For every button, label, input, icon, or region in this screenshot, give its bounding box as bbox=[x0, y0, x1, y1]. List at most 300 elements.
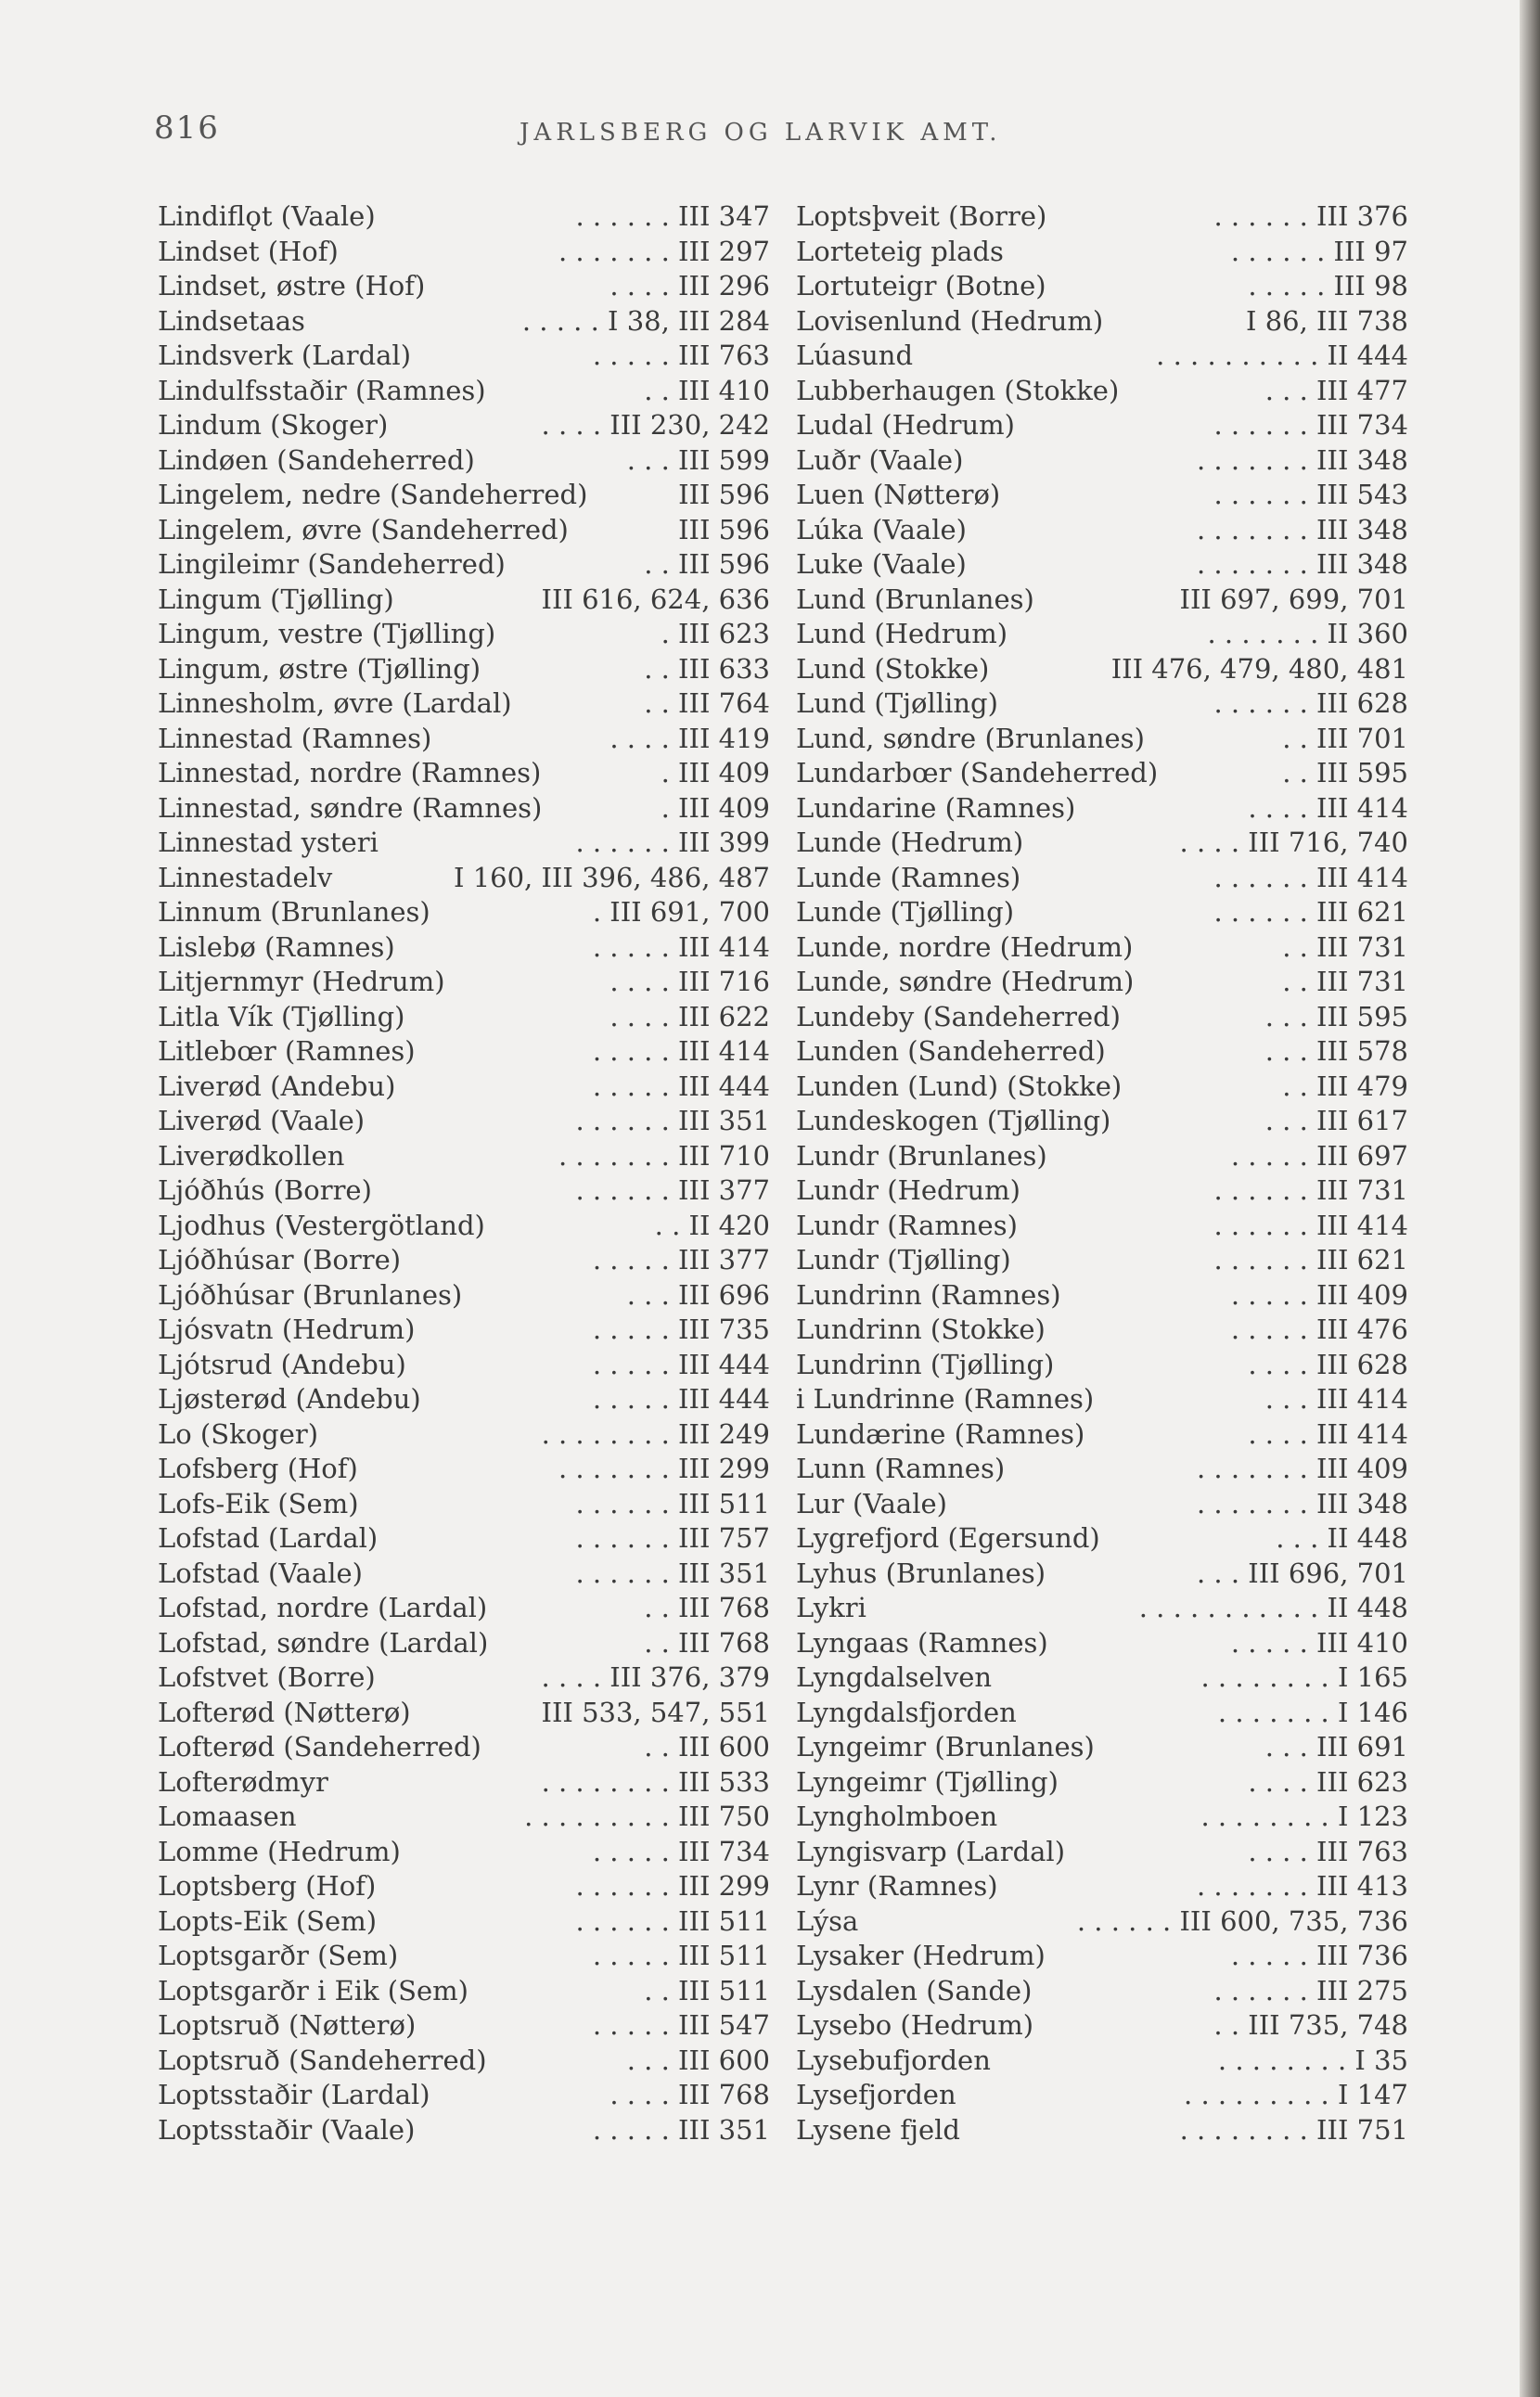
page-edge bbox=[1520, 0, 1540, 2397]
entry-name: Lyngisvarp (Lardal) bbox=[796, 1835, 1066, 1867]
entry-reference: . . . . . . III 543 bbox=[1213, 479, 1408, 510]
index-entry bbox=[796, 1417, 1408, 1453]
entry-reference: . . . III 600 bbox=[626, 2044, 770, 2076]
entry-name: Litjernmyr (Hedrum) bbox=[158, 966, 445, 997]
index-entry bbox=[796, 235, 1408, 270]
index-entry bbox=[796, 1626, 1408, 1661]
entry-reference: . . III 701 bbox=[1282, 722, 1408, 754]
index-entry bbox=[158, 1765, 770, 1801]
entry-reference: . . . III 477 bbox=[1264, 374, 1408, 406]
entry-reference: . . . . . . . III 348 bbox=[1197, 443, 1408, 476]
entry-reference: . . . III 696 bbox=[626, 1278, 770, 1311]
entry-reference: . . . . . . . . . I 147 bbox=[1184, 2079, 1408, 2110]
index-entry bbox=[158, 443, 770, 479]
entry-name: Ludal (Hedrum) bbox=[796, 409, 1015, 441]
entry-name: Lofstad (Vaale) bbox=[158, 1557, 363, 1589]
entry-name: Lunde, nordre (Hedrum) bbox=[796, 930, 1134, 963]
index-entry bbox=[158, 2044, 770, 2079]
index-entry bbox=[796, 1278, 1408, 1314]
index-entry bbox=[158, 1974, 770, 2009]
entry-name: Ljóðhúsar (Brunlanes) bbox=[158, 1278, 463, 1311]
entry-name: Lingelem, øvre (Sandeherred) bbox=[158, 513, 569, 545]
index-entry bbox=[796, 1557, 1408, 1592]
entry-name: Lopts-Eik (Sem) bbox=[158, 1904, 378, 1937]
index-entry bbox=[796, 583, 1408, 618]
index-entry bbox=[158, 1730, 770, 1765]
index-entry bbox=[796, 1696, 1408, 1731]
entry-name: Lindset (Hof) bbox=[158, 235, 339, 267]
index-entry bbox=[796, 930, 1408, 966]
entry-reference: . . . . . . . III 348 bbox=[1197, 1487, 1408, 1519]
entry-reference: . . . III 414 bbox=[1264, 1383, 1408, 1415]
index-entry bbox=[796, 1521, 1408, 1557]
entry-name: Loptsþveit (Borre) bbox=[796, 200, 1047, 232]
entry-name: Lúka (Vaale) bbox=[796, 513, 967, 545]
entry-reference: . . . . III 230, 242 bbox=[541, 409, 770, 441]
index-entry bbox=[796, 1313, 1408, 1348]
index-entry bbox=[158, 2113, 770, 2148]
index-entry bbox=[796, 1173, 1408, 1209]
entry-reference: . . . . . . III 351 bbox=[575, 1105, 770, 1136]
entry-reference: . . . . III 716 bbox=[610, 966, 770, 997]
entry-reference: III 616, 624, 636 bbox=[541, 583, 770, 615]
entry-name: Lunden (Lund) (Stokke) bbox=[796, 1070, 1123, 1102]
index-entry bbox=[796, 722, 1408, 757]
entry-reference: . . . . . III 444 bbox=[592, 1348, 770, 1380]
entry-name: Lofsberg (Hof) bbox=[158, 1453, 358, 1484]
entry-reference: . . III 410 bbox=[644, 374, 770, 406]
entry-reference: . III 691, 700 bbox=[592, 896, 770, 928]
index-entry bbox=[796, 1243, 1408, 1278]
entry-name: Litlebœr (Ramnes) bbox=[158, 1035, 416, 1067]
index-entry bbox=[796, 895, 1408, 930]
entry-reference: . . . . . III 734 bbox=[592, 1835, 770, 1867]
entry-name: Lunde (Hedrum) bbox=[796, 827, 1024, 858]
index-entry bbox=[158, 547, 770, 583]
entry-name: Lofstad, søndre (Lardal) bbox=[158, 1626, 489, 1659]
index-column-left bbox=[158, 199, 770, 2147]
page-number: 816 bbox=[154, 109, 220, 147]
entry-name: Lundrinn (Ramnes) bbox=[796, 1278, 1061, 1311]
entry-reference: . . . . . III 763 bbox=[592, 340, 770, 371]
entry-name: Lubberhaugen (Stokke) bbox=[796, 374, 1120, 406]
index-entry bbox=[158, 408, 770, 443]
entry-name: Linnestad, søndre (Ramnes) bbox=[158, 791, 543, 824]
entry-reference: . . . . . . III 731 bbox=[1213, 1174, 1408, 1206]
entry-name: Liverød (Vaale) bbox=[158, 1105, 366, 1136]
entry-reference: . . . III 578 bbox=[1264, 1035, 1408, 1067]
entry-reference: . . . . . . . . . . . II 448 bbox=[1138, 1592, 1408, 1623]
index-entry bbox=[796, 1070, 1408, 1105]
index-entry bbox=[158, 1626, 770, 1661]
entry-reference: . . . . . III 444 bbox=[592, 1383, 770, 1415]
entry-name: Ljóðhúsar (Borre) bbox=[158, 1244, 402, 1275]
entry-reference: . . . . . . . III 348 bbox=[1197, 548, 1408, 580]
entry-name: Linnestad, nordre (Ramnes) bbox=[158, 757, 542, 788]
index-entry bbox=[158, 374, 770, 409]
entry-name: Lyngdalsfjorden bbox=[796, 1696, 1017, 1728]
index-entry bbox=[158, 1139, 770, 1174]
entry-reference: . . III 596 bbox=[644, 548, 770, 580]
index-entry bbox=[158, 965, 770, 1000]
entry-name: Loptsruð (Nøtterø) bbox=[158, 2009, 417, 2041]
entry-reference: . . . . . . III 377 bbox=[575, 1174, 770, 1206]
entry-reference: . . . . . . . . I 123 bbox=[1200, 1801, 1408, 1832]
index-entry bbox=[796, 652, 1408, 687]
entry-name: Lyngdalselven bbox=[796, 1661, 993, 1693]
entry-name: Lúasund bbox=[796, 340, 914, 371]
entry-reference: . . III 735, 748 bbox=[1213, 2009, 1408, 2041]
index-entry bbox=[796, 791, 1408, 827]
entry-name: Ljósvatn (Hedrum) bbox=[158, 1314, 416, 1345]
index-entry bbox=[158, 1487, 770, 1522]
entry-reference: . . . . . . . III 297 bbox=[558, 235, 770, 267]
index-entry bbox=[158, 1869, 770, 1904]
index-entry bbox=[796, 1835, 1408, 1870]
entry-reference: III 697, 699, 701 bbox=[1179, 583, 1408, 615]
entry-reference: . . III 595 bbox=[1282, 757, 1408, 788]
index-entry bbox=[158, 1000, 770, 1035]
index-entry bbox=[796, 374, 1408, 409]
entry-name: Lygrefjord (Egersund) bbox=[796, 1522, 1100, 1554]
index-entry bbox=[796, 304, 1408, 340]
entry-name: Loptsruð (Sandeherred) bbox=[158, 2044, 487, 2076]
entry-reference: . . . . . III 736 bbox=[1230, 1940, 1408, 1971]
index-entry bbox=[796, 513, 1408, 548]
index-entry bbox=[158, 722, 770, 757]
entry-name: Lundeskogen (Tjølling) bbox=[796, 1105, 1111, 1136]
entry-reference: . . . . . . III 511 bbox=[575, 1487, 770, 1519]
index-entry bbox=[158, 1209, 770, 1244]
entry-reference: . . . . III 376, 379 bbox=[541, 1661, 770, 1693]
entry-name: Lindsverk (Lardal) bbox=[158, 340, 412, 371]
index-entry bbox=[158, 2008, 770, 2044]
index-entry bbox=[796, 408, 1408, 443]
entry-name: Lundr (Hedrum) bbox=[796, 1174, 1020, 1206]
index-entry bbox=[796, 1139, 1408, 1174]
entry-name: Lynr (Ramnes) bbox=[796, 1870, 998, 1902]
index-entry bbox=[158, 617, 770, 652]
entry-name: Liverødkollen bbox=[158, 1139, 345, 1172]
entry-reference: . . . . III 414 bbox=[1248, 791, 1408, 824]
index-entry bbox=[796, 965, 1408, 1000]
index-entry bbox=[158, 1313, 770, 1348]
entry-reference: . . . . . . . I 146 bbox=[1217, 1696, 1408, 1728]
entry-name: Lindum (Skoger) bbox=[158, 409, 389, 441]
index-entry bbox=[796, 1000, 1408, 1035]
index-entry bbox=[158, 513, 770, 548]
entry-reference: . . . . . . III 734 bbox=[1213, 409, 1408, 441]
entry-reference: . . . . . III 414 bbox=[592, 1035, 770, 1067]
entry-reference: . . . . III 768 bbox=[610, 2079, 770, 2110]
entry-name: Ljóðhús (Borre) bbox=[158, 1174, 372, 1206]
entry-reference: . . . III 691 bbox=[1264, 1731, 1408, 1762]
entry-name: Lundarbœr (Sandeherred) bbox=[796, 757, 1159, 788]
entry-name: Linnestadelv bbox=[158, 861, 333, 893]
entry-reference: . . . . . . . II 360 bbox=[1207, 618, 1408, 649]
index-entry bbox=[158, 1070, 770, 1105]
entry-reference: III 596 bbox=[678, 479, 770, 510]
entry-reference: . . . . . . . III 413 bbox=[1197, 1870, 1408, 1902]
entry-name: Lysebo (Hedrum) bbox=[796, 2009, 1034, 2041]
entry-reference: . III 409 bbox=[661, 791, 770, 824]
entry-reference: . . . . . . III 511 bbox=[575, 1904, 770, 1937]
index-entry bbox=[796, 1034, 1408, 1070]
entry-name: Lykri bbox=[796, 1592, 866, 1623]
index-entry bbox=[158, 1696, 770, 1731]
index-entry bbox=[796, 199, 1408, 235]
index-entry bbox=[158, 756, 770, 791]
entry-name: Lindsetaas bbox=[158, 304, 305, 337]
index-entry bbox=[796, 1939, 1408, 1974]
entry-reference: . . III 479 bbox=[1282, 1070, 1408, 1102]
entry-name: Lingum, østre (Tjølling) bbox=[158, 652, 481, 685]
entry-reference: . . . . III 419 bbox=[610, 722, 770, 754]
entry-reference: . . . III 617 bbox=[1264, 1105, 1408, 1136]
index-entry bbox=[158, 1417, 770, 1453]
entry-reference: III 533, 547, 551 bbox=[541, 1696, 770, 1728]
index-entry bbox=[796, 2078, 1408, 2113]
index-entry bbox=[158, 478, 770, 513]
entry-name: Lund (Brunlanes) bbox=[796, 583, 1034, 615]
entry-name: Lysene fjeld bbox=[796, 2113, 960, 2146]
entry-name: Lingum, vestre (Tjølling) bbox=[158, 618, 496, 649]
entry-name: Loptsstaðir (Lardal) bbox=[158, 2079, 430, 2110]
entry-name: Lyngeimr (Tjølling) bbox=[796, 1765, 1059, 1798]
entry-reference: . . . . . . . III 348 bbox=[1197, 513, 1408, 545]
index-entry bbox=[796, 2008, 1408, 2044]
entry-name: Lundr (Tjølling) bbox=[796, 1244, 1011, 1275]
entry-name: Litla Vík (Tjølling) bbox=[158, 1000, 405, 1032]
entry-reference: . . . . . III 414 bbox=[592, 930, 770, 963]
entry-reference: . . . . . III 697 bbox=[1230, 1139, 1408, 1172]
index-entry bbox=[158, 791, 770, 827]
index-entry bbox=[158, 826, 770, 861]
entry-name: Liverød (Andebu) bbox=[158, 1070, 396, 1102]
index-entry bbox=[796, 1660, 1408, 1696]
entry-reference: . . . III 696, 701 bbox=[1196, 1557, 1408, 1589]
entry-name: Linnestad ysteri bbox=[158, 827, 379, 858]
index-entry bbox=[796, 547, 1408, 583]
index-entry bbox=[158, 1660, 770, 1696]
entry-reference: . . III 768 bbox=[644, 1592, 770, 1623]
entry-reference: . . . . . III 351 bbox=[592, 2113, 770, 2146]
index-entry bbox=[158, 1278, 770, 1314]
index-entry bbox=[796, 443, 1408, 479]
entry-reference: . . III 731 bbox=[1282, 966, 1408, 997]
entry-reference: . . . . . . III 600, 735, 736 bbox=[1076, 1904, 1408, 1937]
entry-reference: I 86, III 738 bbox=[1246, 304, 1408, 337]
entry-name: Lunde, søndre (Hedrum) bbox=[796, 966, 1135, 997]
index-entry bbox=[158, 1452, 770, 1487]
entry-name: Lýsa bbox=[796, 1904, 859, 1937]
index-entry bbox=[796, 1800, 1408, 1835]
index-entry bbox=[158, 1243, 770, 1278]
entry-reference: . . III 511 bbox=[644, 1974, 770, 2006]
entry-reference: . . III 600 bbox=[644, 1731, 770, 1762]
index-column-right bbox=[796, 199, 1408, 2147]
entry-name: Ljøsterød (Andebu) bbox=[158, 1383, 421, 1415]
entry-reference: . . . . . . III 621 bbox=[1213, 896, 1408, 928]
index-entry bbox=[796, 1487, 1408, 1522]
entry-reference: . . . . . . . . III 533 bbox=[541, 1765, 770, 1798]
entry-reference: . . . . III 716, 740 bbox=[1179, 827, 1408, 858]
entry-name: Lysebufjorden bbox=[796, 2044, 991, 2076]
index-entry bbox=[796, 339, 1408, 374]
index-entry bbox=[796, 756, 1408, 791]
entry-reference: . . . . III 763 bbox=[1248, 1835, 1408, 1867]
index-entry bbox=[158, 1104, 770, 1139]
index-entry bbox=[158, 861, 770, 896]
entry-name: Lyngaas (Ramnes) bbox=[796, 1626, 1048, 1659]
entry-name: Lundærine (Ramnes) bbox=[796, 1417, 1085, 1450]
entry-reference: . . . . . . . III 299 bbox=[558, 1453, 770, 1484]
index-entry bbox=[796, 826, 1408, 861]
entry-name: Lysdalen (Sande) bbox=[796, 1974, 1033, 2006]
entry-name: Lindiflǫt (Vaale) bbox=[158, 200, 376, 232]
entry-name: Linnesholm, øvre (Lardal) bbox=[158, 687, 512, 719]
entry-name: Lofstad (Lardal) bbox=[158, 1522, 379, 1554]
entry-name: Lo (Skoger) bbox=[158, 1417, 319, 1450]
entry-reference: . . . . . . . III 710 bbox=[558, 1139, 770, 1172]
index-entry bbox=[796, 1904, 1408, 1940]
entry-name: Lysefjorden bbox=[796, 2079, 956, 2110]
entry-reference: . . II 420 bbox=[654, 1209, 770, 1241]
entry-name: Lofterød (Sandeherred) bbox=[158, 1731, 481, 1762]
entry-name: Lur (Vaale) bbox=[796, 1487, 947, 1519]
entry-reference: . . . . . III 444 bbox=[592, 1070, 770, 1102]
entry-reference: . . . . . . . . . . II 444 bbox=[1156, 340, 1408, 371]
entry-reference: . . . . . . . III 409 bbox=[1197, 1453, 1408, 1484]
entry-reference: . III 623 bbox=[661, 618, 770, 649]
entry-reference: . . III 731 bbox=[1282, 930, 1408, 963]
entry-name: Lofstad, nordre (Lardal) bbox=[158, 1592, 488, 1623]
entry-name: Luðr (Vaale) bbox=[796, 443, 964, 476]
entry-reference: . . . III 599 bbox=[626, 443, 770, 476]
entry-reference: . . . . . . III 97 bbox=[1230, 235, 1408, 267]
entry-name: Loptsberg (Hof) bbox=[158, 1870, 377, 1902]
entry-name: Lingelem, nedre (Sandeherred) bbox=[158, 479, 588, 510]
entry-reference: . . . . . . III 376 bbox=[1213, 200, 1408, 232]
entry-reference: . . . . . III 409 bbox=[1230, 1278, 1408, 1311]
index-entry bbox=[158, 583, 770, 618]
index-entry bbox=[796, 1348, 1408, 1383]
entry-name: Lund (Stokke) bbox=[796, 652, 990, 685]
entry-name: Lofterødmyr bbox=[158, 1765, 328, 1798]
entry-name: Lund (Hedrum) bbox=[796, 618, 1008, 649]
index-entry bbox=[796, 1209, 1408, 1244]
entry-reference: . . . . . . III 399 bbox=[575, 827, 770, 858]
entry-reference: . . . . . . . . III 751 bbox=[1179, 2113, 1408, 2146]
entry-reference: . . . . . . . . III 249 bbox=[541, 1417, 770, 1450]
running-title: JARLSBERG OG LARVIK AMT. bbox=[520, 119, 1002, 147]
entry-reference: . . . . III 414 bbox=[1248, 1417, 1408, 1450]
index-entry bbox=[158, 1034, 770, 1070]
entry-reference: . . . . III 296 bbox=[610, 270, 770, 301]
entry-name: Lingum (Tjølling) bbox=[158, 583, 394, 615]
entry-reference: . . . . . III 511 bbox=[592, 1940, 770, 1971]
index-entry bbox=[158, 1173, 770, 1209]
entry-reference: . . . . III 622 bbox=[610, 1000, 770, 1032]
entry-name: Lundarine (Ramnes) bbox=[796, 791, 1076, 824]
index-entry bbox=[796, 1730, 1408, 1765]
entry-reference: . . . . . . III 414 bbox=[1213, 1209, 1408, 1241]
entry-name: Luke (Vaale) bbox=[796, 548, 967, 580]
entry-name: Lundeby (Sandeherred) bbox=[796, 1000, 1121, 1032]
index-entry bbox=[158, 1557, 770, 1592]
entry-reference: . . . . . III 476 bbox=[1230, 1314, 1408, 1345]
entry-reference: I 160, III 396, 486, 487 bbox=[454, 861, 770, 893]
entry-reference: . . . III 595 bbox=[1264, 1000, 1408, 1032]
entry-name: Lyngholmboen bbox=[796, 1801, 998, 1832]
entry-reference: . . III 633 bbox=[644, 652, 770, 685]
entry-reference: . . . . . . . . I 35 bbox=[1217, 2044, 1408, 2076]
entry-reference: . . . . . . . . I 165 bbox=[1200, 1661, 1408, 1693]
index-entry bbox=[158, 339, 770, 374]
index-entry bbox=[158, 1382, 770, 1417]
index-entry bbox=[158, 1939, 770, 1974]
entry-name: Lortuteigr (Botne) bbox=[796, 270, 1046, 301]
entry-reference: . . . . III 628 bbox=[1248, 1348, 1408, 1380]
index-entry bbox=[158, 1591, 770, 1626]
entry-reference: . . III 768 bbox=[644, 1626, 770, 1659]
index-entry bbox=[796, 1765, 1408, 1801]
entry-name: Lund (Tjølling) bbox=[796, 687, 998, 719]
entry-reference: . . . . . III 98 bbox=[1248, 270, 1408, 301]
index-entry bbox=[158, 895, 770, 930]
entry-reference: . . . . . . III 628 bbox=[1213, 687, 1408, 719]
entry-name: Lunden (Sandeherred) bbox=[796, 1035, 1106, 1067]
index-entry bbox=[796, 861, 1408, 896]
entry-name: Lovisenlund (Hedrum) bbox=[796, 304, 1104, 337]
entry-name: Lingileimr (Sandeherred) bbox=[158, 548, 506, 580]
entry-reference: III 476, 479, 480, 481 bbox=[1110, 652, 1408, 685]
entry-name: Lundrinn (Stokke) bbox=[796, 1314, 1046, 1345]
entry-name: Loptsgarðr i Eik (Sem) bbox=[158, 1974, 468, 2006]
entry-name: Lindøen (Sandeherred) bbox=[158, 443, 475, 476]
entry-reference: . . . . . . . . . III 750 bbox=[524, 1801, 770, 1832]
index-entry bbox=[796, 1452, 1408, 1487]
entry-name: Lofstvet (Borre) bbox=[158, 1661, 376, 1693]
entry-reference: . III 409 bbox=[661, 757, 770, 788]
entry-name: Loptsstaðir (Vaale) bbox=[158, 2113, 416, 2146]
index-entry bbox=[796, 1104, 1408, 1139]
entry-name: Lislebø (Ramnes) bbox=[158, 930, 395, 963]
index-entry bbox=[796, 269, 1408, 304]
entry-reference: . . . . . III 410 bbox=[1230, 1626, 1408, 1659]
entry-name: Luen (Nøtterø) bbox=[796, 479, 1001, 510]
entry-name: Loptsgarðr (Sem) bbox=[158, 1940, 399, 1971]
entry-name: Lomme (Hedrum) bbox=[158, 1835, 401, 1867]
index-entry bbox=[796, 478, 1408, 513]
entry-reference: . . . II 448 bbox=[1276, 1522, 1408, 1554]
entry-name: Lorteteig plads bbox=[796, 235, 1004, 267]
entry-reference: . . . . III 623 bbox=[1248, 1765, 1408, 1798]
index-entry bbox=[796, 686, 1408, 722]
entry-reference: . . . . . III 735 bbox=[592, 1314, 770, 1345]
entry-reference: . . . . . III 547 bbox=[592, 2009, 770, 2041]
entry-name: Lunde (Tjølling) bbox=[796, 896, 1015, 928]
index-entry bbox=[158, 1904, 770, 1940]
entry-name: Lyngeimr (Brunlanes) bbox=[796, 1731, 1095, 1762]
index-entry bbox=[158, 1835, 770, 1870]
entry-reference: . . III 764 bbox=[644, 687, 770, 719]
index-entry bbox=[796, 2044, 1408, 2079]
index-entry bbox=[158, 2078, 770, 2113]
index-entry bbox=[158, 199, 770, 235]
entry-reference: . . . . . . III 347 bbox=[575, 200, 770, 232]
index-entry bbox=[158, 235, 770, 270]
